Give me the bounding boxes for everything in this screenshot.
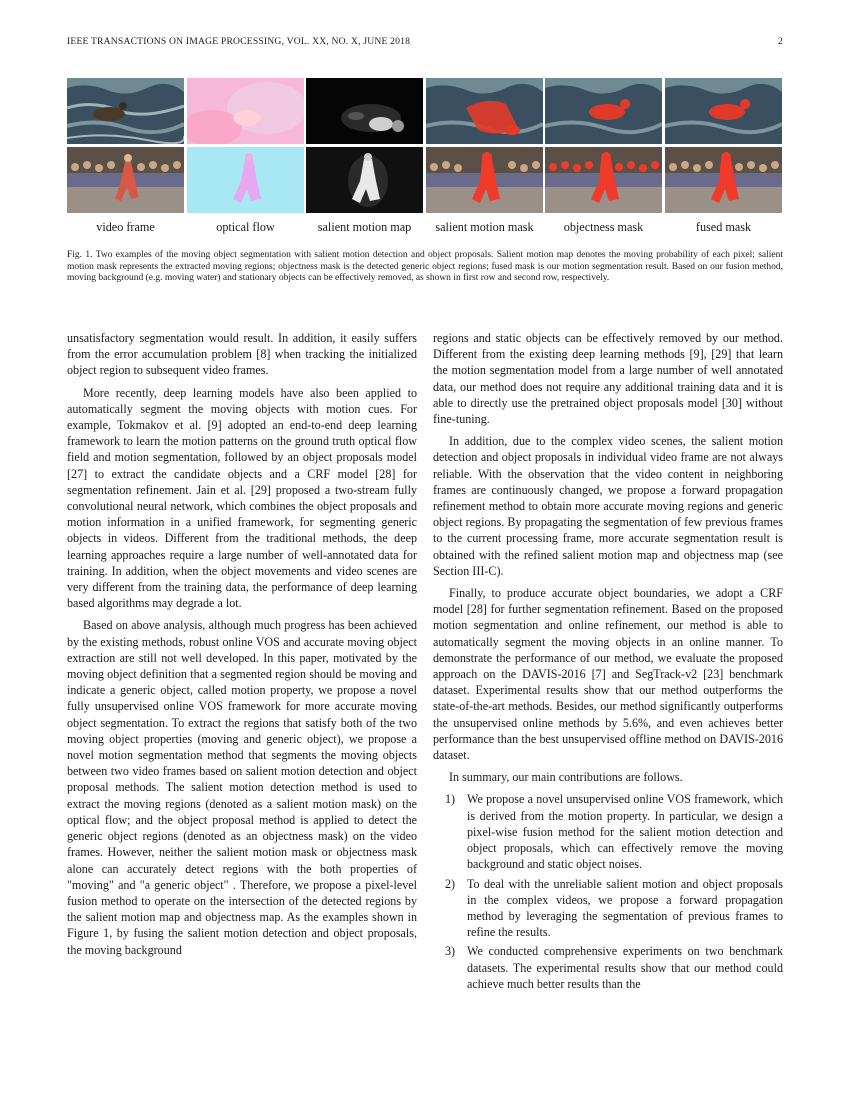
list-number: 3): [445, 944, 456, 959]
list-item-text: We conducted comprehensive experiments on two benchmark datasets. The experimental results show that our method could achieve much better results than the: [467, 944, 783, 991]
figure-image-grid: [67, 78, 783, 214]
paragraph: unsatisfactory segmentation would result. In addition, it easily suffers from the error accumulation problem [8] when tracking the initialized object region to subsequent video frames.: [67, 331, 417, 378]
paragraph: Finally, to produce accurate object boundaries, we adopt a CRF model [28] for further segmentation refinement. Based on the proposed motion segmentation and online refinement, our method is able to automatically segment the moving objects in an online manner. To demonstrate the performance of our method, we evaluate the proposed approach on the DAVIS-2016 [7] and SegTrack-v2 [23] benchmark dataset. Experimental results show that our method outperforms the state-of-the-art methods. Besides, our method significantly outperforms the unsupervised online methods by 5.6%, and even achieves better performance than the best unsupervised offline method on DAVIS-2016 dataset.: [433, 586, 783, 763]
row2-objectness-mask-image: [545, 147, 662, 213]
contributions-list: [433, 791, 783, 991]
list-item-text: To deal with the unreliable salient motion and object proposals in the complex videos, we propose a forward propagation method by leveraging the segmentation of previous frames to refine the results.: [467, 876, 783, 940]
row2-video-frame-image: [67, 147, 184, 213]
label-salient-motion-map: salient motion map: [317, 220, 412, 234]
figure-column-labels: [67, 220, 783, 236]
paragraph: More recently, deep learning models have also been applied to automatically segment the moving objects with motion cues. For example, Tokmakov et al. [9] adopted an end-to-end deep learning framework to learn the motion patterns on the ground truth optical flow field and motion segmentation, followed by an object proposals model [27] to extract the candidate objects and a CRF model [28] for segmentation refinement. Jain et al. [29] proposed a two-stream fully convolutional neural network, which combines the object proposals and motion information in a unified framework, for segmenting generic objects in videos. Different from the traditional methods, the deep learning approaches require a large number of well-annotated data for training. In addition, when the object movements and video scenes are very different from the training data, the performance of deep learning based algorithms may degrade a lot.: [67, 385, 417, 611]
paragraph: In summary, our main contributions are follows.: [449, 770, 683, 785]
row2-optical-flow-image: [187, 147, 304, 213]
right-column: [433, 330, 783, 995]
left-column: [67, 330, 417, 964]
row1-salient-motion-map-image: [306, 78, 423, 144]
list-number: 1): [445, 792, 456, 807]
list-item: [433, 876, 783, 941]
paragraph: In addition, due to the complex video scenes, the salient motion detection and object proposals in individual video frame are not always reliable. With the observation that the video content in neighboring frames are continuously changed, we propose a forward propagation refinement method to obtain more accurate moving regions and generic object regions. By propagating the segmentation of few previous frames to the current processing frame, more accurate segmentation result is obtained with the refined salient motion map and objectness map (see Section III-C).: [433, 434, 783, 578]
row2-salient-motion-mask-image: [426, 147, 543, 213]
row2-salient-motion-map-image: [306, 147, 423, 213]
page-number: 2: [778, 36, 783, 47]
paragraph: Based on above analysis, although much progress has been achieved by the existing methods, robust online VOS and accurate moving object extraction are still not well developed. In this paper, motivated by the moving object definition that a segmented region should be moving and indicate a generic object, called motion property, we propose a novel fully unsupervised online VOS framework for more accurate moving object segmentation. To extract the regions that satisfy both of the two moving object properties (moving and generic object), we propose a novel motion segmentation method that segments the moving objects between two video frames based on salient motion detection and object proposal methods. The salient motion detection method is used to extract the moving regions (denoted as a salient motion mask) on the optical flow; and the object proposal method is applied to detect the generic object regions (denoted as an objectness mask) on the video frames. However, neither the salient motion mask or objectness mask alone can accurately detect regions with the both properties of "moving" and "a generic object" . Therefore, we propose a pixel-level fusion method to operate on the intersection of the detected regions by the salient motion map and objectness map. As the examples shown in Figure 1, by fusing the salient motion detection and object proposals, the moving background: [67, 618, 417, 957]
row2-fused-mask-image: [665, 147, 782, 213]
label-optical-flow: optical flow: [216, 220, 275, 234]
label-fused-mask: fused mask: [695, 220, 752, 234]
row1-objectness-mask-image: [545, 78, 662, 144]
label-video-frame: video frame: [96, 220, 155, 234]
figure-caption: Fig. 1. Two examples of the moving object segmentation with salient motion detection and object proposals. Salient motion map denotes the moving probability of each pixel; salient motion mask represents the extracted moving regions; objectness mask is the detected generic object regions; fused mask is our motion segmentation result. Based on our fusion method, moving background (e.g. moving water) and stationary objects can be effectively removed, as shown in first row and second row, respectively.: [67, 250, 783, 284]
list-item-text: We propose a novel unsupervised online VOS framework, which is derived from the motion property. In particular, we design a pixel-wise fusion method for the salient motion detection and object proposals, which can effectively remove the moving background and static object noises.: [467, 792, 783, 872]
journal-name: IEEE TRANSACTIONS ON IMAGE PROCESSING, VOL. XX, NO. X, JUNE 2018: [67, 36, 411, 47]
row1-video-frame-image: [67, 78, 184, 144]
list-item: [433, 943, 783, 992]
label-salient-motion-mask: salient motion mask: [435, 220, 534, 234]
list-number: 2): [445, 876, 456, 891]
list-item: [433, 791, 783, 872]
figure-1: [67, 78, 783, 234]
paragraph: regions and static objects can be effectively removed by our method. Different from the existing deep learning methods [9], [29] that learn the motion segmentation model from a large number of well annotated data, our method does not require any additional training data and it is able to directly use the pretrained object proposals model [30] without fine-tuning.: [433, 331, 783, 427]
row1-fused-mask-image: [665, 78, 782, 144]
label-objectness-mask: objectness mask: [563, 220, 644, 234]
row1-salient-motion-mask-image: [426, 78, 543, 144]
row1-optical-flow-image: [187, 78, 304, 144]
running-header: [67, 36, 783, 50]
